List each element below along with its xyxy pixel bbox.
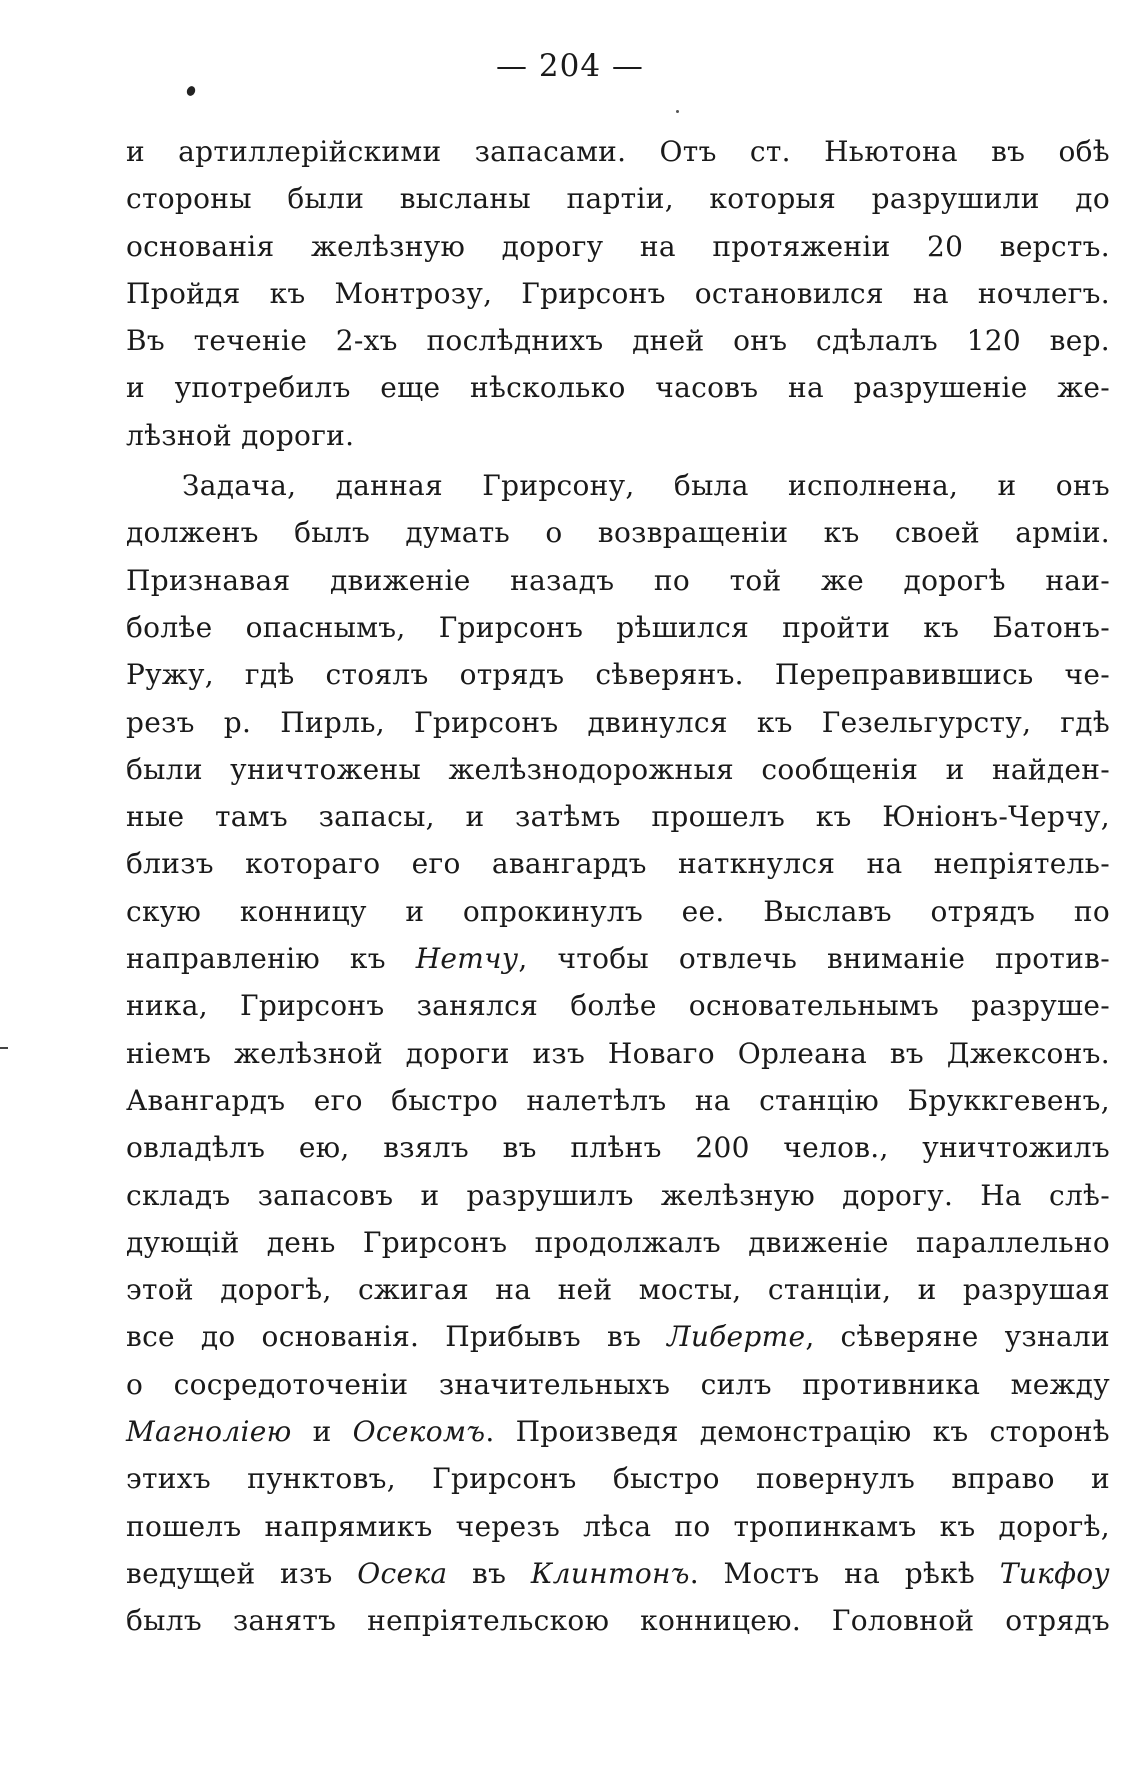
text-line: ника, Грирсонъ занялся болѣе основательнымъ разруше-	[126, 989, 1110, 1023]
edge-tick	[0, 1047, 8, 1049]
text-line	[126, 1408, 1110, 1455]
text-line: Признавая движеніе назадъ по той же дорогѣ наи-	[126, 563, 1110, 597]
text-fragment: , чтобы отвлечь вниманіе против-	[518, 942, 1110, 976]
text-line: Авангардъ его быстро налетѣлъ на станцію Бруккгевенъ,	[126, 1083, 1110, 1117]
text-fragment: въ	[447, 1556, 531, 1590]
text-line: основанія желѣзную дорогу на протяженіи 20 верстъ.	[126, 229, 1110, 263]
italic-place-name: Осекомъ	[352, 1415, 486, 1449]
text-line: лѣзной дороги.	[126, 418, 355, 452]
text-line	[126, 1313, 1110, 1360]
text-line: долженъ былъ думать о возвращеніи къ своей арміи.	[126, 516, 1110, 550]
text-fragment: ведущей изъ	[126, 1556, 358, 1590]
text-fragment: , сѣверяне узнали	[805, 1320, 1110, 1354]
text-line	[126, 935, 1110, 982]
text-line: болѣе опаснымъ, Грирсонъ рѣшился пройти къ Батонъ-	[126, 610, 1110, 644]
text-line: Ружу, гдѣ стоялъ отрядъ сѣверянъ. Переправившись че-	[126, 658, 1110, 692]
text-line: дующій день Грирсонъ продолжалъ движеніе параллельно	[126, 1225, 1110, 1259]
text-line: стороны были высланы партіи, которыя разрушили до	[126, 182, 1110, 216]
bullet-mark	[185, 85, 196, 97]
text-line: овладѣлъ ею, взялъ въ плѣнъ 200 челов., уничтожилъ	[126, 1131, 1110, 1165]
italic-place-name: Нетчу	[415, 942, 519, 976]
stray-dot	[676, 110, 679, 113]
text-line: ніемъ желѣзной дороги изъ Новаго Орлеана въ Джексонъ.	[126, 1036, 1110, 1070]
italic-place-name: Осека	[357, 1556, 448, 1590]
text-fragment: все до основанія. Прибывъ въ	[126, 1320, 668, 1354]
text-line: Задача, данная Грирсону, была исполнена, и онъ	[182, 469, 1110, 503]
text-line: близъ котораго его авангардъ наткнулся на непріятель-	[126, 847, 1110, 881]
body-text	[126, 128, 1110, 1645]
text-line: былъ занятъ непріятельскою конницею. Головной отрядъ	[126, 1604, 1110, 1638]
text-fragment: . Произведя демонстрацію къ сторонѣ	[485, 1415, 1110, 1449]
text-fragment: . Мостъ на рѣкѣ	[689, 1556, 1000, 1590]
page-number: — 204 —	[496, 48, 644, 84]
text-line: этихъ пунктовъ, Грирсонъ быстро повернулъ вправо и	[126, 1462, 1110, 1496]
text-line: и употребилъ еще нѣсколько часовъ на разрушеніе же-	[126, 371, 1110, 405]
text-fragment: и	[291, 1415, 353, 1449]
text-line: ные тамъ запасы, и затѣмъ прошелъ къ Юніонъ-Черчу,	[126, 800, 1110, 834]
text-line: о сосредоточеніи значительныхъ силъ противника между	[126, 1367, 1110, 1401]
text-line: складъ запасовъ и разрушилъ желѣзную дорогу. На слѣ-	[126, 1178, 1110, 1212]
italic-place-name: Клинтонъ	[530, 1556, 690, 1590]
text-line: Въ теченіе 2-хъ послѣднихъ дней онъ сдѣлалъ 120 вер.	[126, 324, 1110, 358]
italic-place-name: Тикфоу	[999, 1556, 1110, 1590]
text-line: этой дорогѣ, сжигая на ней мосты, станціи, и разрушая	[126, 1273, 1110, 1307]
text-line	[126, 1550, 1110, 1597]
text-line: и артиллерійскими запасами. Отъ ст. Ньютона въ обѣ	[126, 135, 1110, 168]
text-line: резъ р. Пирль, Грирсонъ двинулся къ Гезельгурсту, гдѣ	[126, 705, 1110, 739]
text-line: Пройдя къ Монтрозу, Грирсонъ остановился на ночлегъ.	[126, 276, 1110, 310]
text-line: скую конницу и опрокинулъ ее. Выславъ отрядъ по	[126, 894, 1110, 928]
text-fragment: направленію къ	[126, 942, 416, 976]
text-line: пошелъ напрямикъ черезъ лѣса по тропинкамъ къ дорогѣ,	[126, 1509, 1110, 1543]
text-line: были уничтожены желѣзнодорожныя сообщенія и найден-	[126, 752, 1110, 786]
italic-place-name: Магноліею	[126, 1415, 292, 1449]
italic-place-name: Либерте	[667, 1320, 806, 1354]
